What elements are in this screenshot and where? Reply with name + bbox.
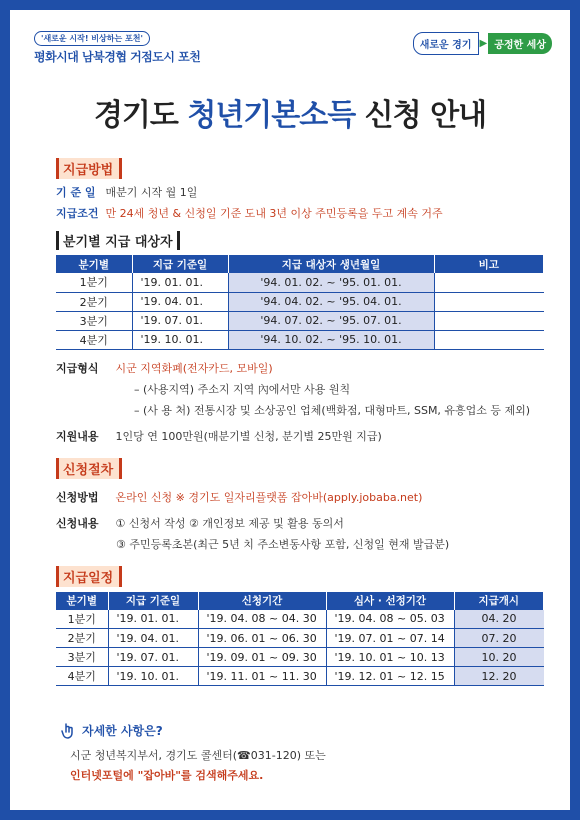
- table-cell: '19. 10. 01.: [132, 330, 228, 349]
- table-row: [56, 311, 544, 330]
- base-date-label: 기 준 일: [56, 186, 96, 199]
- payment-form-label: 지급형식: [56, 361, 99, 375]
- header: [20, 20, 560, 72]
- table-row: [56, 330, 544, 349]
- section-procedure: 신청절차: [56, 458, 122, 479]
- table-cell: '94. 04. 02. ~ '95. 04. 01.: [228, 292, 434, 311]
- title-highlight: 청년기본소득: [187, 98, 356, 133]
- city-logo: [34, 26, 200, 65]
- support-value: 1인당 연 100만원(매분기별 신청, 분기별 25만원 지급): [115, 429, 382, 443]
- table-cell: '19. 01. 01.: [132, 273, 228, 292]
- table-cell: '94. 07. 02. ~ '95. 07. 01.: [228, 311, 434, 330]
- table-cell: '19. 10. 01.: [108, 667, 198, 686]
- table-cell: '19. 12. 01 ~ 12. 15: [326, 667, 454, 686]
- table-row: [56, 648, 544, 667]
- method-block: [56, 489, 544, 505]
- application-content-line2: ③ 주민등록초본(최근 5년 치 주소변동사항 포함, 신청일 현재 발급분): [116, 537, 450, 551]
- table-cell: [434, 330, 544, 349]
- table-cell: '94. 10. 02. ~ '95. 10. 01.: [228, 330, 434, 349]
- title-suffix: 신청 안내: [355, 98, 487, 133]
- pointing-hand-icon: [60, 723, 76, 739]
- section-schedule: 지급일정: [56, 566, 122, 587]
- city-slogan: '새로운 시작! 비상하는 포천': [34, 31, 150, 46]
- table-cell: 10. 20: [454, 648, 544, 667]
- content: [56, 158, 544, 686]
- support-label: 지원내용: [56, 429, 99, 443]
- table-cell: 1분기: [56, 610, 108, 629]
- base-date-value: 매분기 시작 월 1일: [105, 186, 198, 199]
- usage-area-line: – (사용지역) 주소지 지역 內에서만 사용 원칙: [134, 382, 351, 396]
- help-title: 자세한 사항은?: [82, 724, 163, 738]
- table-cell: '19. 06. 01 ~ 06. 30: [198, 629, 326, 648]
- table-header: 신청기간: [198, 592, 326, 610]
- table-header: 지급 대상자 생년월일: [228, 255, 434, 273]
- table-row: [56, 629, 544, 648]
- table-cell: '19. 04. 01.: [132, 292, 228, 311]
- help-contact-line: 시군 청년복지부서, 경기도 콜센터(☎031-120) 또는: [70, 749, 326, 762]
- payment-form-value: 시군 지역화폐(전자카드, 모바일): [115, 361, 273, 375]
- badge-right-text: 공정한 세상: [488, 33, 552, 54]
- table-header: 지급 기준일: [108, 592, 198, 610]
- table-cell: 1분기: [56, 273, 132, 292]
- support-block: [56, 428, 544, 444]
- condition-value: 만 24세 청년 & 신청일 기준 도내 3년 이상 주민등록을 두고 계속 거주: [105, 207, 443, 220]
- table-cell: 3분기: [56, 311, 132, 330]
- application-content-block: [56, 515, 544, 552]
- method-value: 온라인 신청 ※ 경기도 일자리플랫폼 잡아바(apply.jobaba.net): [115, 490, 423, 504]
- badge-left-text: 새로운 경기: [413, 32, 479, 55]
- condition-row: [56, 205, 544, 221]
- table-cell: '94. 01. 02. ~ '95. 01. 01.: [228, 273, 434, 292]
- application-content-label: 신청내용: [56, 516, 99, 530]
- table-row: [56, 667, 544, 686]
- table-cell: 2분기: [56, 292, 132, 311]
- table-cell: 07. 20: [454, 629, 544, 648]
- table-header: 분기별: [56, 255, 132, 273]
- help-section: [60, 722, 326, 783]
- usage-place-line: – (사 용 처) 전통시장 및 소상공인 업체(백화점, 대형마트, SSM, 유흥업소 등 제외): [134, 403, 531, 417]
- method-label: 신청방법: [56, 490, 99, 504]
- table-cell: '19. 09. 01 ~ 09. 30: [198, 648, 326, 667]
- table-header: 심사 · 선정기간: [326, 592, 454, 610]
- table-cell: 3분기: [56, 648, 108, 667]
- condition-label: 지급조건: [56, 207, 99, 220]
- table-row: [56, 273, 544, 292]
- page-title: [10, 90, 570, 134]
- table-row: [56, 292, 544, 311]
- base-date-row: [56, 184, 544, 200]
- table-cell: 4분기: [56, 667, 108, 686]
- table-header: 분기별: [56, 592, 108, 610]
- city-title: 평화시대 남북경협 거점도시 포천: [34, 50, 201, 64]
- table-cell: '19. 10. 01 ~ 10. 13: [326, 648, 454, 667]
- title-prefix: 경기도: [93, 98, 188, 133]
- quarter-table-heading: 분기별 지급 대상자: [56, 231, 180, 250]
- section-payment-method: 지급방법: [56, 158, 122, 179]
- help-search-line: 인터넷포털에 "잡아바"를 검색해주세요.: [70, 769, 264, 782]
- table-header: 비고: [434, 255, 544, 273]
- gyeonggi-badge: [413, 32, 552, 55]
- table-header: 지급 기준일: [132, 255, 228, 273]
- arrow-right-icon: ▶: [479, 38, 488, 49]
- quarter-table: [56, 255, 544, 350]
- table-cell: '19. 04. 08 ~ 04. 30: [198, 610, 326, 629]
- table-cell: 2분기: [56, 629, 108, 648]
- table-cell: '19. 04. 01.: [108, 629, 198, 648]
- table-cell: 04. 20: [454, 610, 544, 629]
- application-content-line1: ① 신청서 작성 ② 개인정보 제공 및 활용 동의서: [115, 516, 344, 530]
- table-row: [56, 610, 544, 629]
- table-cell: '19. 04. 08 ~ 05. 03: [326, 610, 454, 629]
- table-cell: '19. 11. 01 ~ 11. 30: [198, 667, 326, 686]
- table-cell: '19. 07. 01 ~ 07. 14: [326, 629, 454, 648]
- table-header: 지급개시: [454, 592, 544, 610]
- table-cell: '19. 01. 01.: [108, 610, 198, 629]
- table-cell: [434, 292, 544, 311]
- help-title-row: [60, 722, 326, 739]
- table-cell: 4분기: [56, 330, 132, 349]
- table-cell: '19. 07. 01.: [132, 311, 228, 330]
- table-cell: '19. 07. 01.: [108, 648, 198, 667]
- table-cell: [434, 311, 544, 330]
- table-cell: 12. 20: [454, 667, 544, 686]
- schedule-table: [56, 592, 544, 687]
- payment-form-block: [56, 360, 544, 418]
- table-cell: [434, 273, 544, 292]
